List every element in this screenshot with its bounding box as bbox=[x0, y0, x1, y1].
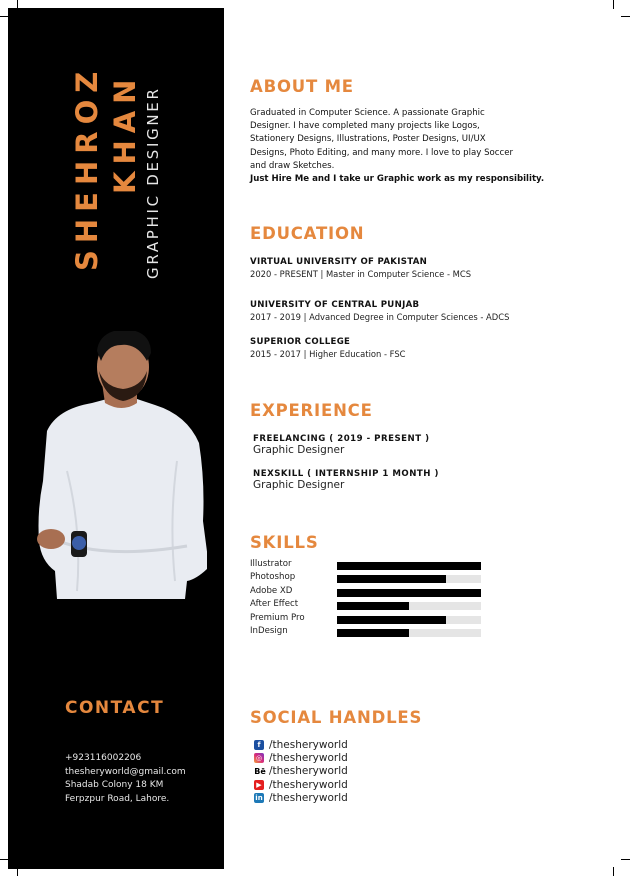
about-closing: Just Hire Me and I take ur Graphic work as my responsibility. bbox=[250, 174, 545, 185]
crop-mark bbox=[613, 867, 614, 876]
contact-phone[interactable]: +923116002206 bbox=[65, 753, 142, 763]
behance-icon: Bē bbox=[254, 766, 266, 776]
first-name: SHEHROZ bbox=[70, 64, 104, 271]
sidebar bbox=[8, 8, 224, 869]
skill-bar-fill bbox=[337, 602, 409, 610]
skills-heading: SKILLS bbox=[250, 533, 319, 552]
skill-bar-track bbox=[337, 575, 481, 583]
education-school: VIRTUAL UNIVERSITY OF PAKISTAN bbox=[250, 257, 428, 267]
education-heading: EDUCATION bbox=[250, 224, 365, 243]
social-item[interactable] bbox=[254, 751, 348, 764]
crop-mark bbox=[613, 0, 614, 9]
education-school: UNIVERSITY OF CENTRAL PUNJAB bbox=[250, 300, 420, 310]
experience-company: FREELANCING ( 2019 - PRESENT ) bbox=[253, 434, 430, 444]
skill-label: Photoshop bbox=[250, 572, 296, 583]
skill-bar-track bbox=[337, 589, 481, 597]
experience-heading: EXPERIENCE bbox=[250, 401, 373, 420]
skill-row bbox=[250, 613, 490, 626]
contact-address-line1: Shadab Colony 18 KM bbox=[65, 780, 164, 791]
experience-item bbox=[253, 469, 439, 491]
experience-role: Graphic Designer bbox=[253, 479, 345, 491]
education-detail: 2015 - 2017 | Higher Education - FSC bbox=[250, 349, 406, 359]
profile-photo bbox=[37, 331, 207, 599]
skill-label: Illustrator bbox=[250, 559, 292, 569]
social-list bbox=[254, 738, 348, 805]
skill-row bbox=[250, 626, 490, 639]
social-heading: SOCIAL HANDLES bbox=[250, 708, 423, 727]
about-line: Designer. I have completed many projects like Logos, bbox=[250, 121, 480, 132]
skills-list bbox=[250, 559, 490, 639]
education-item bbox=[250, 337, 406, 359]
social-handle[interactable]: /thesheryworld bbox=[269, 765, 348, 778]
social-handle[interactable]: /thesheryworld bbox=[269, 752, 348, 765]
social-item[interactable] bbox=[254, 778, 348, 791]
name-block bbox=[8, 8, 224, 308]
last-name: KHAN bbox=[108, 72, 142, 194]
about-line: Graduated in Computer Science. A passionate Graphic bbox=[250, 108, 485, 118]
experience-item bbox=[253, 434, 430, 456]
skill-label: Premium Pro bbox=[250, 612, 305, 623]
skill-bar-fill bbox=[337, 562, 481, 570]
skill-label: InDesign bbox=[250, 625, 288, 636]
skill-bar-track bbox=[337, 616, 481, 624]
contact-email[interactable]: thesheryworld@gmail.com bbox=[65, 766, 186, 777]
crop-mark bbox=[621, 859, 630, 860]
contact-address-line2: Ferpzpur Road, Lahore. bbox=[65, 793, 170, 804]
about-heading: ABOUT ME bbox=[250, 77, 354, 96]
job-title: GRAPHIC DESIGNER bbox=[144, 86, 162, 279]
experience-role: Graphic Designer bbox=[253, 444, 345, 456]
experience-company: NEXSKILL ( INTERNSHIP 1 MONTH ) bbox=[253, 469, 439, 479]
skill-label: After Effect bbox=[250, 599, 299, 610]
education-detail: 2020 - PRESENT | Master in Computer Science - MCS bbox=[250, 269, 472, 279]
instagram-icon: ◎ bbox=[255, 754, 263, 763]
skill-bar-fill bbox=[337, 616, 446, 624]
skill-bar-fill bbox=[337, 629, 409, 637]
skill-bar-fill bbox=[337, 575, 446, 583]
about-line: and draw Sketches. bbox=[250, 160, 335, 171]
social-handle[interactable]: /thesheryworld bbox=[269, 792, 348, 805]
social-handle[interactable]: /thesheryworld bbox=[269, 738, 348, 751]
social-item[interactable] bbox=[254, 765, 348, 778]
facebook-icon: f bbox=[254, 740, 264, 750]
about-line: Designs, Photo Editing, and many more. I love to play Soccer bbox=[250, 147, 514, 158]
skill-row bbox=[250, 572, 490, 585]
skill-row bbox=[250, 599, 490, 612]
skill-bar-fill bbox=[337, 589, 481, 597]
contact-heading: CONTACT bbox=[65, 698, 165, 718]
education-school: SUPERIOR COLLEGE bbox=[250, 337, 351, 347]
linkedin-icon: in bbox=[255, 794, 263, 803]
skill-bar-track bbox=[337, 562, 481, 570]
skill-bar-track bbox=[337, 629, 481, 637]
skill-row bbox=[250, 586, 490, 599]
skill-row bbox=[250, 559, 490, 572]
about-text bbox=[250, 107, 570, 186]
youtube-icon: ▶ bbox=[254, 780, 264, 790]
skill-label: Adobe XD bbox=[250, 585, 293, 596]
education-detail: 2017 - 2019 | Advanced Degree in Computer Sciences - ADCS bbox=[250, 312, 510, 322]
about-line: Stationery Designs, Illustrations, Poster Designs, UI/UX bbox=[250, 134, 486, 145]
education-item bbox=[250, 300, 509, 322]
social-item[interactable] bbox=[254, 792, 348, 805]
contact-list bbox=[65, 752, 186, 806]
skill-bar-track bbox=[337, 602, 481, 610]
crop-mark bbox=[621, 16, 630, 17]
education-item bbox=[250, 257, 471, 279]
social-handle[interactable]: /thesheryworld bbox=[269, 778, 348, 791]
social-item[interactable] bbox=[254, 738, 348, 751]
